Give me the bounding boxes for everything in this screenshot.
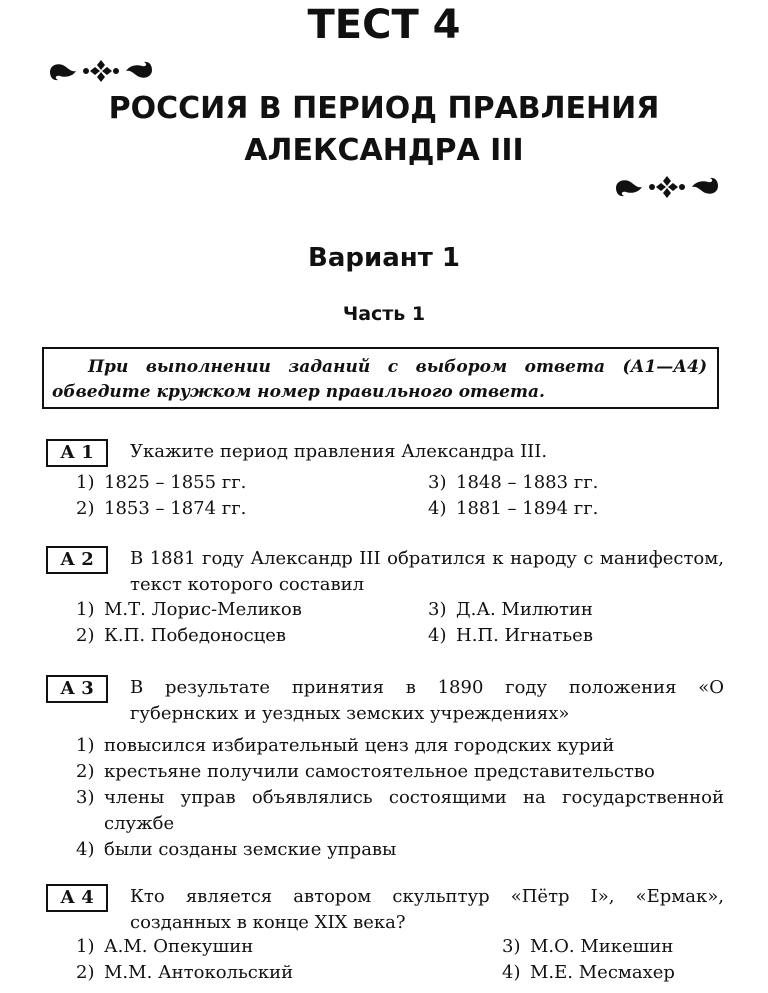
option-a1-1[interactable]	[76, 470, 246, 496]
option-num: 2)	[76, 761, 95, 782]
question-text-a1: Укажите период правления Александра III.	[130, 441, 548, 462]
option-text: М.Т. Лорис-Меликов	[104, 599, 302, 620]
option-num: 4)	[428, 625, 447, 646]
option-a3-4[interactable]	[76, 837, 396, 863]
ornament-right	[612, 172, 722, 202]
option-num: 1)	[76, 472, 95, 493]
option-text: А.М. Опекушин	[104, 936, 254, 957]
topic-title-line1: РОССИЯ В ПЕРИОД ПРАВЛЕНИЯ	[108, 91, 660, 126]
option-num: 2)	[76, 962, 95, 983]
option-text: 1848 – 1883 гг.	[456, 472, 599, 493]
question-label-a4: А 4	[46, 884, 108, 912]
option-num: 3)	[428, 472, 447, 493]
option-text: 1853 – 1874 гг.	[104, 498, 247, 519]
option-a1-3[interactable]	[428, 470, 598, 496]
option-num: 4)	[76, 839, 95, 860]
option-num: 2)	[76, 625, 95, 646]
option-text: 1825 – 1855 гг.	[104, 472, 247, 493]
option-text: крестьяне получили самостоятельное представительство	[104, 761, 655, 782]
option-a3-2[interactable]	[76, 759, 655, 785]
option-a4-3[interactable]	[502, 934, 673, 960]
part-heading: Часть 1	[342, 303, 426, 325]
instruction-box: При выполнении заданий с выбором ответа (А1—А4) обведите кружком номер правильного ответа.	[42, 347, 719, 409]
question-text-a4: Кто является автором скульптур «Пётр I», «Ермак», созданных в конце XIX века?	[130, 886, 724, 933]
option-text: Д.А. Милютин	[456, 599, 593, 620]
option-text: Н.П. Игнатьев	[456, 625, 593, 646]
option-text: 1881 – 1894 гг.	[456, 498, 599, 519]
option-num: 1)	[76, 936, 95, 957]
question-text-a2: В 1881 году Александр III обратился к народу с манифестом, текст которого составил	[130, 548, 724, 595]
option-a2-4[interactable]	[428, 623, 593, 649]
question-label-a1: А 1	[46, 439, 108, 467]
option-text: М.О. Микешин	[530, 936, 674, 957]
option-text: были созданы земские управы	[104, 839, 397, 860]
option-a1-4[interactable]	[428, 496, 598, 522]
test-title: ТЕСТ 4	[307, 2, 461, 48]
ornament-top-left	[46, 56, 156, 86]
question-label-a2: А 2	[46, 546, 108, 574]
variant-heading: Вариант 1	[308, 243, 460, 273]
option-a4-4[interactable]	[502, 960, 675, 986]
option-num: 3)	[428, 599, 447, 620]
option-a3-1[interactable]	[76, 733, 614, 759]
option-text: М.Е. Месмахер	[530, 962, 675, 983]
option-num: 1)	[76, 599, 95, 620]
option-num: 1)	[76, 735, 95, 756]
option-num: 4)	[502, 962, 521, 983]
option-a3-3[interactable]	[76, 785, 724, 837]
option-text: К.П. Победоносцев	[104, 625, 287, 646]
option-num: 3)	[502, 936, 521, 957]
option-a2-2[interactable]	[76, 623, 286, 649]
option-a2-3[interactable]	[428, 597, 593, 623]
option-num: 3)	[76, 787, 95, 808]
option-a4-1[interactable]	[76, 934, 253, 960]
option-text: члены управ объявлялись состоящими на государственной службе	[104, 787, 724, 834]
option-a2-1[interactable]	[76, 597, 302, 623]
topic-title-line2: АЛЕКСАНДРА III	[244, 133, 524, 168]
option-text: М.М. Антокольский	[104, 962, 294, 983]
question-text-a3: В результате принятия в 1890 году положения «О губернских и уездных земских учреждениях»	[130, 677, 724, 724]
option-num: 4)	[428, 498, 447, 519]
option-a1-2[interactable]	[76, 496, 246, 522]
option-a4-2[interactable]	[76, 960, 293, 986]
option-text: повысился избирательный ценз для городских курий	[104, 735, 615, 756]
question-label-a3: А 3	[46, 675, 108, 703]
option-num: 2)	[76, 498, 95, 519]
